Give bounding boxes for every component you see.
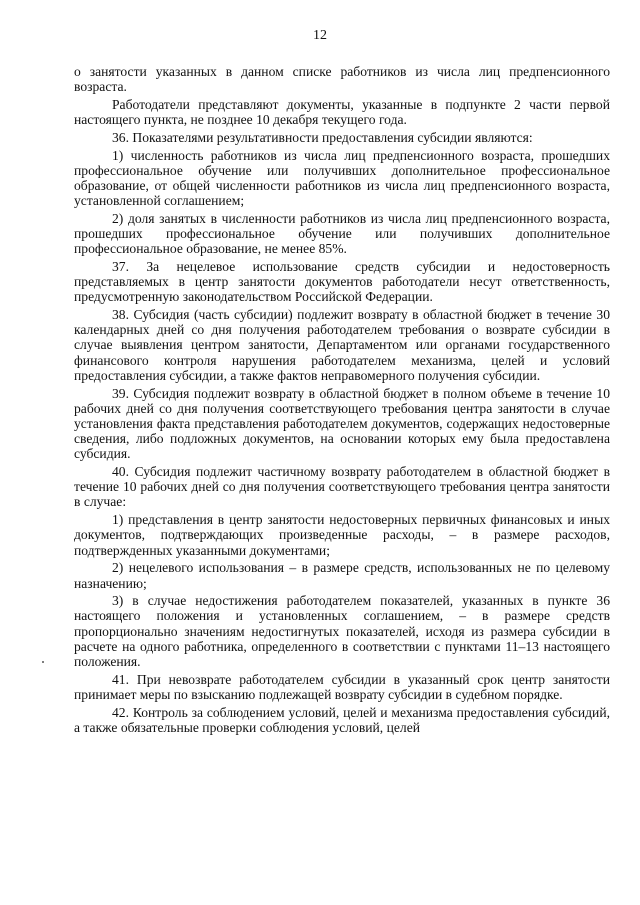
paragraph-40: 40. Субсидия подлежит частичному возврату работодателем в областной бюджет в течение 10 рабочих дней со дня получения соответствующего требования центра занятости в случае: <box>74 464 610 510</box>
paragraph-40-item-3: 3) в случае недостижения работодателем показателей, указанных в пункте 36 настоящего положения и установленных соглашением, – в размере средств пропорционально значениям недостигнутых показателей, исходя из размера субсидии в расчете на одного работника, определенного в соответствии с пунктами 11–13 настоящего положения. <box>74 593 610 670</box>
paragraph-employers-documents: Работодатели представляют документы, указанные в подпункте 2 части первой настоящего пункта, не позднее 10 декабря текущего года. <box>74 96 610 128</box>
paragraph-continuation: о занятости указанных в данном списке работников из числа лиц предпенсионного возраста. <box>74 64 610 95</box>
paragraph-36: 36. Показателями результативности предоставления субсидии являются: <box>112 129 533 145</box>
paragraph-40-item-1: 1) представления в центр занятости недостоверных первичных финансовых и иных документов, подтверждающих произведенные расходы, – в размере расходов, подтвержденных указанными документами; <box>74 512 610 558</box>
paragraph-38: 38. Субсидия (часть субсидии) подлежит возврату в областной бюджет в течение 30 календарных дней со дня получения работодателем требования о возврате субсидии в случае выявления центром занятости, Департаментом или органами государственного финансового контроля нарушения работодателем механизма, целей и условий предоставления субсидии, а также фактов неправомерного получения субсидии. <box>74 307 610 383</box>
paragraph-36-item-2: 2) доля занятых в численности работников из числа лиц предпенсионного возраста, прошедших профессиональное обучение или получивших дополнительное профессиональное образование, не менее 85%. <box>74 210 610 257</box>
paragraph-41: 41. При невозврате работодателем субсидии в указанный срок центр занятости принимает меры по взысканию подлежащей возврату субсидии в судебном порядке. <box>74 671 610 702</box>
paragraph-39: 39. Субсидия подлежит возврату в областной бюджет в полном объеме в течение 10 рабочих дней со дня получения соответствующего требования центра занятости в случае установления факта представления работодателем документов, содержащих недостоверные сведения, либо подложных документов, на основании которых ему была предоставлена субсидия. <box>74 385 610 462</box>
paragraph-40-item-2: 2) нецелевого использования – в размере средств, использованных не по целевому назначению; <box>74 560 610 591</box>
paragraph-36-item-1: 1) численность работников из числа лиц предпенсионного возраста, прошедших профессиональное обучение или получивших дополнительное профессиональное образование, от общей численности работников из числа лиц предпенсионного возраста, установленной соглашением; <box>74 147 610 209</box>
document-body <box>74 64 610 738</box>
margin-mark <box>42 661 44 663</box>
paragraph-42: 42. Контроль за соблюдением условий, целей и механизма предоставления субсидий, а также обязательные проверки соблюдения условий, целей <box>74 704 610 735</box>
paragraph-37: 37. За нецелевое использование средств субсидии и недостоверность представляемых в центр занятости документов работодатели несут ответственность, предусмотренную законодательством Российской Федерации. <box>74 258 610 305</box>
page-number: 12 <box>313 28 327 43</box>
